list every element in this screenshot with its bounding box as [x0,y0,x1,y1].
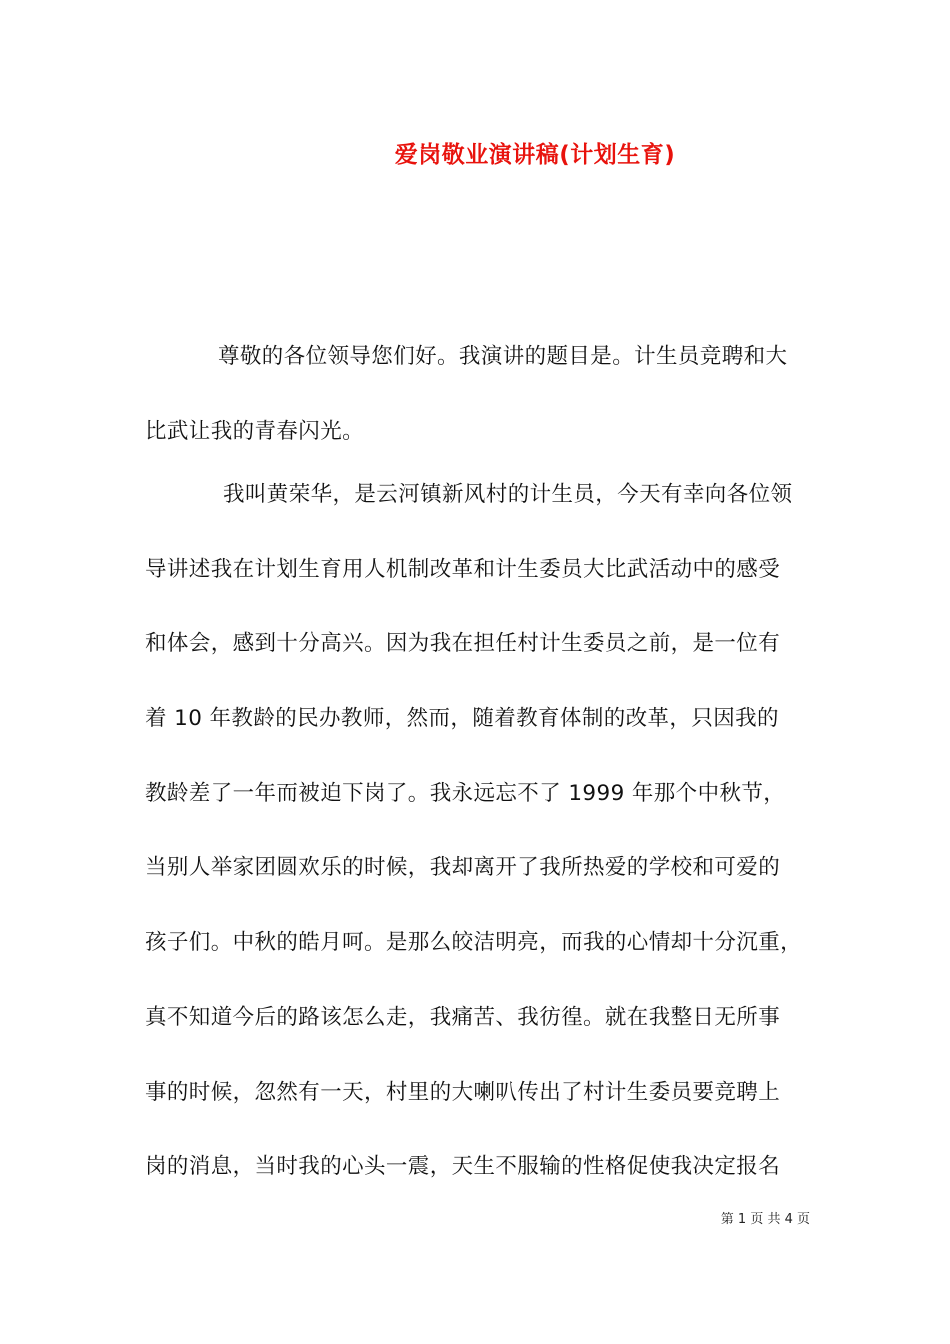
body-line: 当别人举家团圆欢乐的时候，我却离开了我所热爱的学校和可爱的 [145,855,781,880]
body-line: 比武让我的青春闪光。 [145,419,365,444]
body-line: 真不知道今后的路该怎么走，我痛苦、我彷徨。就在我整日无所事 [145,1005,781,1030]
body-line: 和体会，感到十分高兴。因为我在担任村计生委员之前，是一位有 [145,631,781,656]
body-line: 教龄差了一年而被迫下岗了。我永远忘不了 1999 年那个中秋节， [145,781,786,806]
body-line: 导讲述我在计划生育用人机制改革和计生委员大比武活动中的感受 [145,557,781,582]
body-line: 尊敬的各位领导您们好。我演讲的题目是。计生员竞聘和大 [218,344,788,369]
body-line: 岗的消息，当时我的心头一震，天生不服输的性格促使我决定报名 [145,1154,781,1179]
body-line: 事的时候，忽然有一天，村里的大喇叭传出了村计生委员要竞聘上 [145,1080,781,1105]
page-number: 第 1 页 共 4 页 [720,1212,810,1227]
document-title: 爱岗敬业演讲稿(计划生育) [394,142,676,168]
body-line: 着 10 年教龄的民办教师，然而，随着教育体制的改革，只因我的 [145,706,779,731]
body-line: 我叫黄荣华，是云河镇新风村的计生员，今天有幸向各位领 [223,482,793,507]
body-line: 孩子们。中秋的皓月呵。是那么皎洁明亮，而我的心情却十分沉重， [145,930,803,955]
